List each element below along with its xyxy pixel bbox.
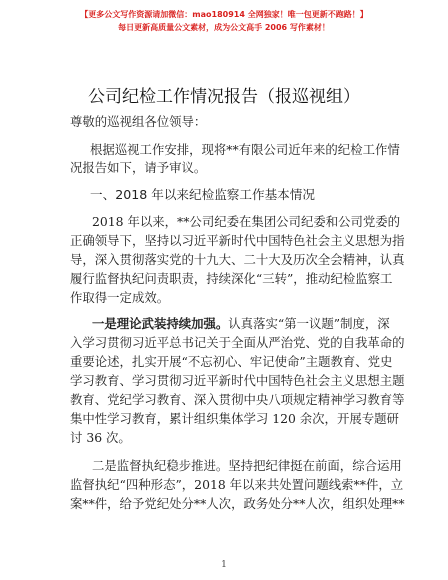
para2-line-4: 学习教育、学习贯彻习近平新时代中国特色社会主义思想主题 [70, 373, 405, 388]
promo-banner-line-1: 【更多公文写作资源请加微信：mao180914 全网独家！唯一包更新不跑路！】 [80, 10, 368, 19]
para2-line-2: 入学习贯彻习近平总书记关于全面从严治党、党的自我革命的 [70, 335, 405, 350]
intro-line-2: 况报告如下，请予审议。 [70, 160, 207, 175]
para1-line-2: 正确领导下，坚持以习近平新时代中国特色社会主义思想为指 [70, 233, 405, 248]
salutation: 尊敬的巡视组各位领导： [70, 114, 207, 129]
document-title: 公司纪检工作情况报告（报巡视组） [88, 87, 360, 107]
para3-line-2: 监督执纪“四种形态”，2018 年以来共处置问题线索**件，立 [70, 477, 404, 492]
para2-line-6: 集中性学习教育，累计组织集体学习 120 余次，开展专题研 [70, 411, 399, 426]
intro-line-1: 根据巡视工作安排，现将**有限公司近年来的纪检工作情 [90, 142, 400, 157]
para2-line-7: 讨 36 次。 [70, 430, 131, 445]
para2-line-1 [92, 316, 390, 331]
para1-line-3: 导，深入贯彻落实党的十九大、二十大及历次全会精神，认真 [70, 252, 405, 267]
para1-line-1: 2018 年以来，**公司纪委在集团公司纪委和公司党委的 [92, 214, 401, 229]
page-number: 1 [221, 560, 227, 570]
para2-lead: 一是理论武装持续加强。 [92, 316, 229, 331]
para3-line-3: 案**件，给予党纪处分**人次，政务处分**人次，组织处理** [70, 496, 405, 511]
para3-line-1: 二是监督执纪稳步推进。坚持把纪律挺在前面，综合运用 [92, 458, 402, 473]
para1-line-4: 履行监督执纪问责职责，持续深化“三转”，推动纪检监察工 [70, 271, 393, 286]
section-heading: 一、2018 年以来纪检监察工作基本情况 [90, 187, 315, 202]
para2-line-3: 重要论述，扎实开展“不忘初心、牢记使命”主题教育、党史 [70, 354, 393, 369]
para1-line-5: 作取得一定成效。 [70, 290, 170, 305]
para2-line-5: 教育、党纪学习教育、深入贯彻中央八项规定精神学习教育等 [70, 392, 405, 407]
para2-lead-rest: 认真落实“第一议题”制度，深 [228, 316, 390, 331]
promo-banner-line-2: 每日更新高质量公文素材，成为公文高手 2006 写作素材！ [118, 23, 330, 32]
